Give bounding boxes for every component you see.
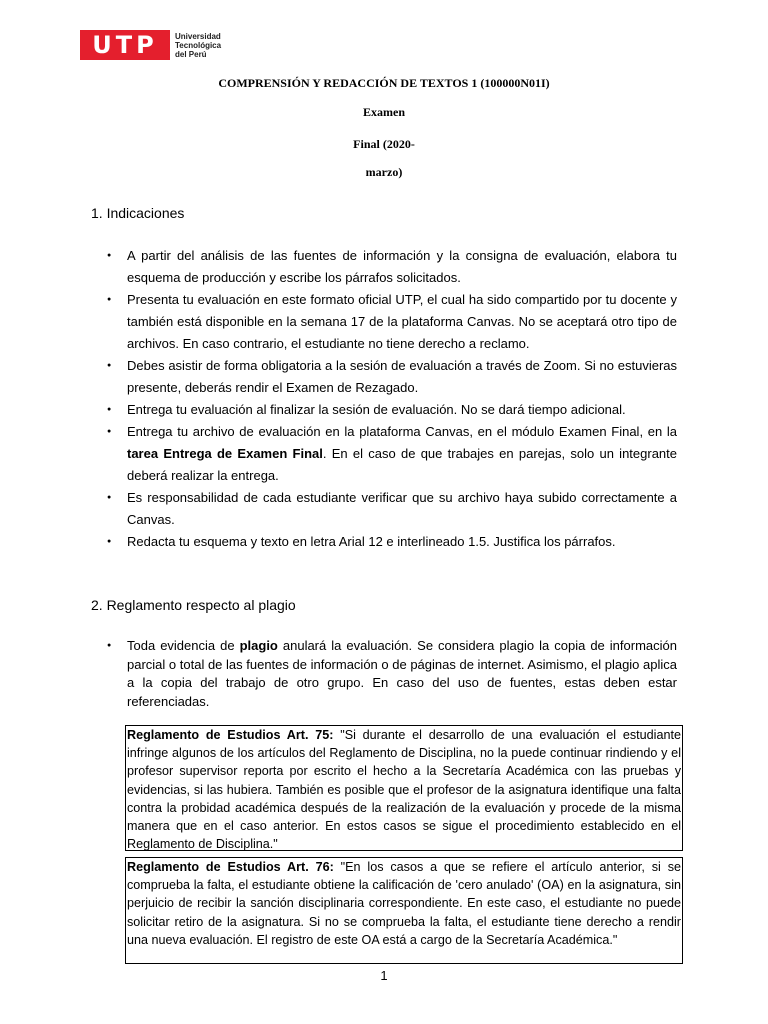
logo-line3: del Perú xyxy=(175,49,207,59)
exam-line: Examen xyxy=(363,105,405,119)
list-item xyxy=(107,421,677,487)
list-item: ● Redacta tu esquema y texto en letra Arial 12 e interlineado 1.5. Justifica los párrafos. xyxy=(107,531,677,553)
utp-logo xyxy=(80,30,221,60)
indicaciones-list xyxy=(107,245,677,553)
list-item: ● Presenta tu evaluación en este formato oficial UTP, el cual ha sido compartido por tu docente y también está disponible en la semana 17 de la plataforma Canvas. No se aceptará otro tipo de archivos. En caso contrario, el estudiante no tiene derecho a reclamo. xyxy=(107,289,677,355)
list-item: ● Es responsabilidad de cada estudiante verificar que su archivo haya subido correctamente a Canvas. xyxy=(107,487,677,531)
item-text: Entrega tu archivo de evaluación en la plataforma Canvas, en el módulo Examen Final, en la xyxy=(127,424,677,439)
logo-mark: UTP xyxy=(80,30,170,60)
regulation-box-75 xyxy=(125,725,683,851)
course-title: COMPRENSIÓN Y REDACCIÓN DE TEXTOS 1 (100000N01I) xyxy=(218,76,550,90)
date-line: marzo) xyxy=(365,165,403,179)
regulation-text: "En los casos a que se refiere el artículo anterior, si se comprueba la falta, el estudiante obtiene la calificación de 'cero anulado' (OA) en la asignatura, sin perjuicio de recibir la sanción disciplinaria correspondiente. En este caso, el estudiante no puede solicitar retiro de la asignatura. Si no se comprueba la falta, el estudiante tiene derecho a rendir una nueva evaluación. El registro de este OA está a cargo de la Secretaría Académica." xyxy=(127,860,681,947)
item-text: anulará la evaluación. Se considera plagio la copia de información parcial o total de las fuentes de información o de páginas de internet. Asimismo, el plagio aplica a la copia del trabajo de otro grupo. En caso del uso de fuentes, estas deben estar referenciadas. xyxy=(127,638,677,709)
logo-line1: Universidad xyxy=(175,31,221,41)
list-item xyxy=(107,637,677,711)
page-number: 1 xyxy=(380,968,388,983)
regulation-label: Reglamento de Estudios Art. 75: xyxy=(127,728,334,742)
regulation-label: Reglamento de Estudios Art. 76: xyxy=(127,860,334,874)
section-title-indicaciones: 1. Indicaciones xyxy=(91,205,185,221)
item-text: . En el caso de que trabajes en parejas, solo un integrante deberá realizar la entrega. xyxy=(127,446,678,483)
section-title-plagio: 2. Reglamento respecto al plagio xyxy=(91,597,296,613)
regulation-text: "Si durante el desarrollo de una evaluación el estudiante infringe algunos de los artículos del Reglamento de Disciplina, no la puede continuar rindiendo y el profesor supervisor reporta por escrito el hecho a la Secretaría Académica con las pruebas y evidencias, si las hubiera. También es posible que el profesor de la asignatura identifique una falta contra la probidad académica después de la realización de la evaluación y procede de la misma manera que en el caso anterior. En estos casos se sigue el procedimiento establecido en el Reglamento de Disciplina." xyxy=(127,728,681,852)
logo-text xyxy=(175,32,221,59)
logo-line2: Tecnológica xyxy=(175,40,222,50)
list-item: ● A partir del análisis de las fuentes de información y la consigna de evaluación, elabora tu esquema de producción y escribe los párrafos solicitados. xyxy=(107,245,677,289)
final-line: Final (2020- xyxy=(353,137,415,151)
item-bold: tarea Entrega de Examen Final xyxy=(127,446,323,461)
plagio-list xyxy=(107,637,677,711)
item-text: Toda evidencia de xyxy=(127,638,240,653)
regulation-box-76 xyxy=(125,857,683,964)
item-bold: plagio xyxy=(239,638,278,653)
list-item: ● Debes asistir de forma obligatoria a la sesión de evaluación a través de Zoom. Si no estuvieras presente, deberás rendir el Examen de Rezagado. xyxy=(107,355,677,399)
list-item: ● Entrega tu evaluación al finalizar la sesión de evaluación. No se dará tiempo adicional. xyxy=(107,399,677,421)
